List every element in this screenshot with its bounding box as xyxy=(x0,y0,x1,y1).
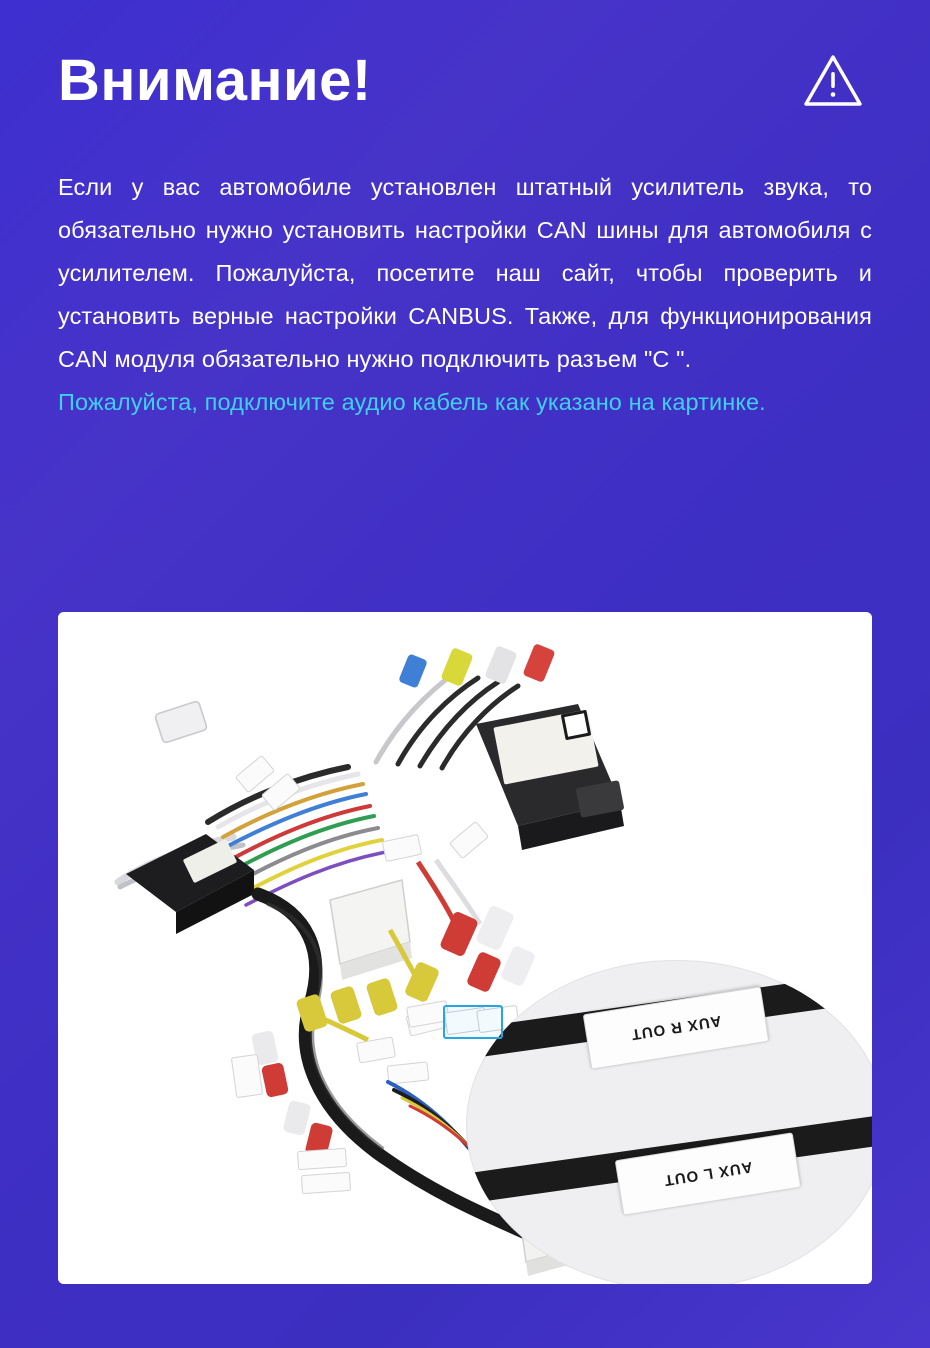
notice-paragraph-highlight: Пожалуйста, подключите аудио кабель как указано на картинке. xyxy=(58,389,766,415)
selection-highlight-box xyxy=(443,1005,503,1039)
zoom-callout-bubble xyxy=(466,960,872,1284)
warning-triangle-icon xyxy=(802,52,864,110)
wiring-harness-photo xyxy=(58,612,872,1284)
page-title: Внимание! xyxy=(58,48,372,113)
callout-label-aux-r-out: AUX R OUT xyxy=(583,986,770,1069)
notice-text xyxy=(58,166,872,424)
photo-content xyxy=(58,612,872,1284)
notice-paragraph-main: Если у вас автомобиле установлен штатный усилитель звука, то обязательно нужно установить настройки CAN шины для автомобиля с усилителем. Пожалуйста, посетите наш сайт, чтобы проверить и установить верные настройки CANBUS. Также, для функционирования CAN модуля обязательно нужно подключить разъем "C ". xyxy=(58,174,872,372)
callout-label-aux-l-out: AUX L OUT xyxy=(615,1132,802,1215)
page-header xyxy=(58,0,872,113)
